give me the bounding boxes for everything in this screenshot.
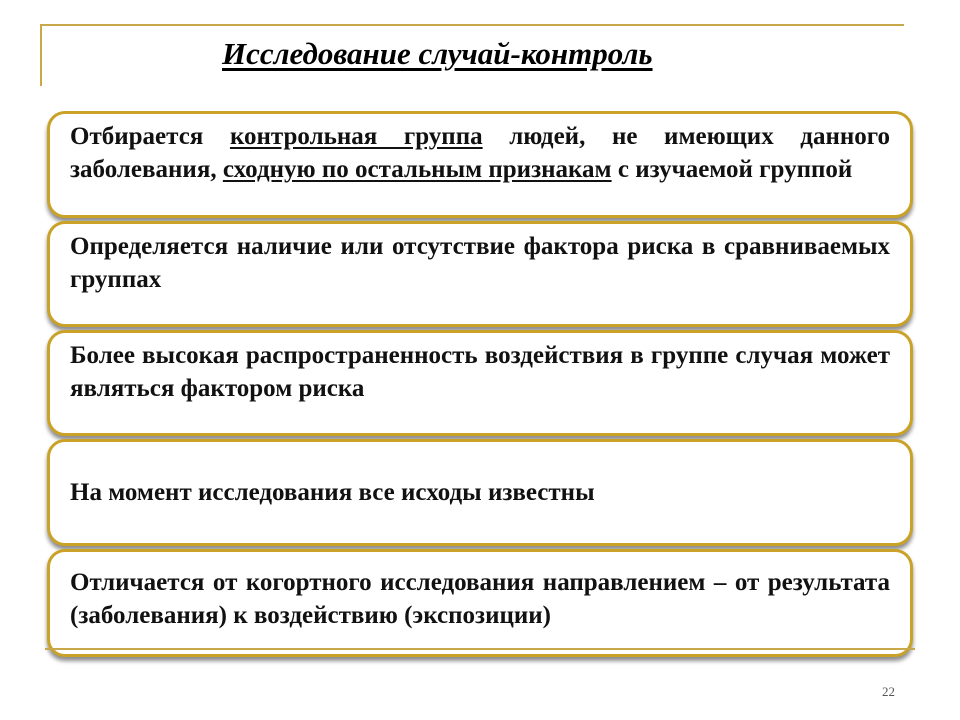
- page-number: 22: [882, 684, 895, 699]
- box1-text-2: людей, не имеющих данного заболевания,: [70, 123, 890, 183]
- top-frame-line: [40, 24, 904, 26]
- slide-title: Исследование случай-контроль: [222, 36, 653, 71]
- box-direction: [47, 549, 913, 657]
- box-prevalence: [47, 330, 913, 436]
- box3-text: Более высокая распространенность воздействия в группе случая может являться фактором риска: [70, 342, 890, 402]
- box2-text: Определяется наличие или отсутствие фактора риска в сравниваемых группах: [70, 233, 890, 293]
- box1-text-3: с изучаемой группой: [611, 156, 853, 183]
- box-risk-factor: [47, 221, 913, 327]
- box4-text: На момент исследования все исходы известны: [70, 479, 595, 506]
- content-boxes: [47, 111, 913, 657]
- box1-underline-2: сходную по остальным признакам: [222, 156, 612, 183]
- box1-underline-1: контрольная группа: [229, 123, 483, 150]
- box-control-group: [47, 111, 913, 218]
- left-frame-line: [40, 24, 42, 86]
- box1-text-1: Отбирается: [70, 123, 230, 150]
- bottom-frame-line: [45, 648, 915, 650]
- box5-text: Отличается от когортного исследования направлением – от результата (заболевания) к воздействию (экспозиции): [70, 569, 890, 629]
- box-outcomes-known: [47, 439, 913, 546]
